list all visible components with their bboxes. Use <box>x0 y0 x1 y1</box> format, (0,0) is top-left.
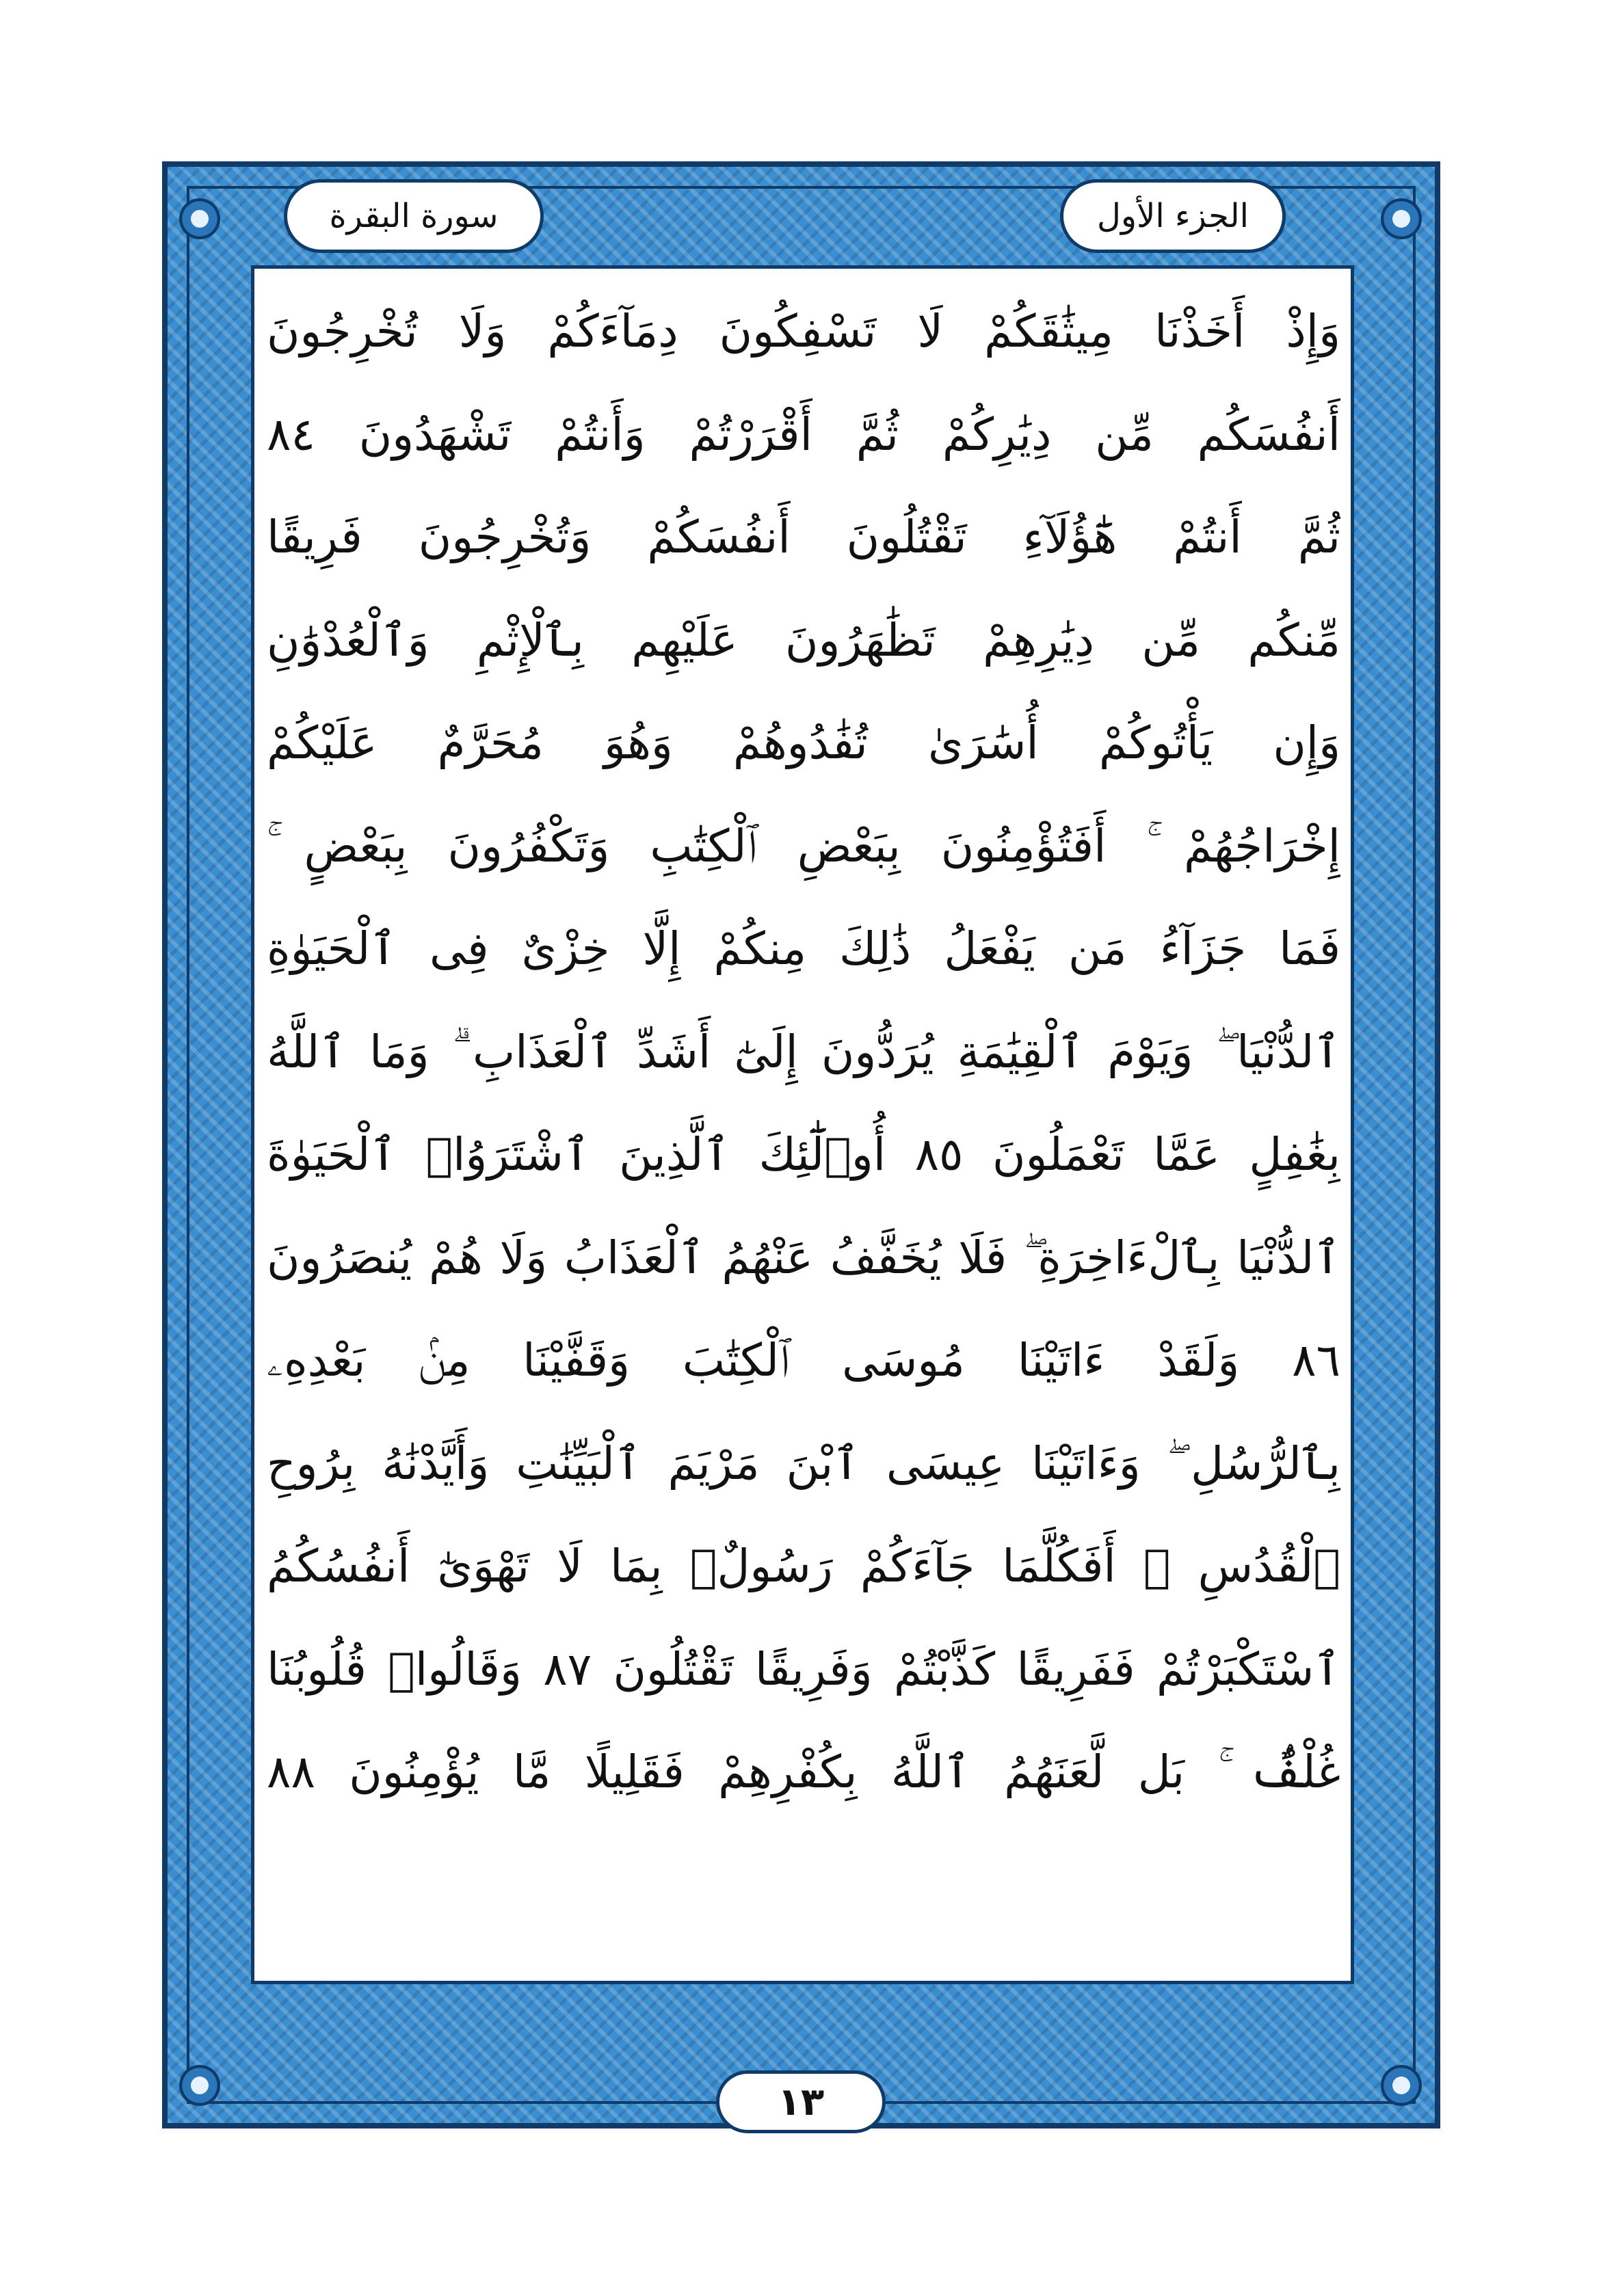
verse-line: ثُمَّ أَنتُمْ هَٰٓؤُلَآءِ تَقْتُلُونَ أَنفُسَكُمْ وَتُخْرِجُونَ فَرِيقًا <box>267 511 1340 563</box>
verse-line: ٱلدُّنْيَا ۖ وَيَوْمَ ٱلْقِيَٰمَةِ يُرَدُّونَ إِلَىٰٓ أَشَدِّ ٱلْعَذَابِ ۗ وَمَا ٱللَّهُ <box>267 1025 1340 1078</box>
corner-ornament-bottom-right <box>1381 2065 1422 2106</box>
verse-line: إِخْرَاجُهُمْ ۚ أَفَتُؤْمِنُونَ بِبَعْضِ ٱلْكِتَٰبِ وَتَكْفُرُونَ بِبَعْضٍ ۚ <box>267 819 1340 872</box>
verse-line: ٱلدُّنْيَا بِٱلْءَاخِرَةِ ۖ فَلَا يُخَفَّفُ عَنْهُمُ ٱلْعَذَابُ وَلَا هُمْ يُنصَرُونَ <box>267 1231 1340 1284</box>
juz-title: الجزء الأول <box>1060 179 1286 253</box>
verse-line: غُلْفٌۢ ۚ بَل لَّعَنَهُمُ ٱللَّهُ بِكُفْرِهِمْ فَقَلِيلًا مَّا يُؤْمِنُونَ ٨٨ <box>267 1746 1340 1798</box>
corner-ornament-bottom-left <box>179 2065 220 2106</box>
verse-line: مِّنكُم مِّن دِيَٰرِهِمْ تَظَٰهَرُونَ عَلَيْهِم بِٱلْإِثْمِ وَٱلْعُدْوَٰنِ <box>267 613 1340 667</box>
verse-text-block <box>267 280 1340 1973</box>
verse-line: ٨٦ وَلَقَدْ ءَاتَيْنَا مُوسَى ٱلْكِتَٰبَ وَقَفَّيْنَا مِنۢ بَعْدِهِۦ <box>267 1334 1340 1387</box>
verse-line: وَإِن يَأْتُوكُمْ أُسَٰرَىٰ تُفَٰدُوهُمْ وَهُوَ مُحَرَّمٌ عَلَيْكُمْ <box>267 717 1340 769</box>
corner-ornament-top-right <box>1381 198 1422 239</box>
surah-title: سورة البقرة <box>284 179 544 253</box>
verse-line: ٱلْقُدُسِ ۗ أَفَكُلَّمَا جَآءَكُمْ رَسُولٌۢ بِمَا لَا تَهْوَىٰٓ أَنفُسُكُمُ <box>267 1540 1340 1592</box>
verse-line: بِغَٰفِلٍ عَمَّا تَعْمَلُونَ ٨٥ أُو۟لَٰٓئِكَ ٱلَّذِينَ ٱشْتَرَوُا۟ ٱلْحَيَوٰةَ <box>267 1128 1340 1181</box>
verse-line: بِٱلرُّسُلِ ۖ وَءَاتَيْنَا عِيسَى ٱبْنَ مَرْيَمَ ٱلْبَيِّنَٰتِ وَأَيَّدْنَٰهُ بِرُوحِ <box>267 1437 1340 1490</box>
verse-line: ٱسْتَكْبَرْتُمْ فَفَرِيقًا كَذَّبْتُمْ وَفَرِيقًا تَقْتُلُونَ ٨٧ وَقَالُوا۟ قُلُوبُنَا <box>267 1642 1340 1696</box>
corner-ornament-top-left <box>179 198 220 239</box>
verse-line: وَإِذْ أَخَذْنَا مِيثَٰقَكُمْ لَا تَسْفِكُونَ دِمَآءَكُمْ وَلَا تُخْرِجُونَ <box>267 305 1340 358</box>
verse-line: أَنفُسَكُم مِّن دِيَٰرِكُمْ ثُمَّ أَقْرَرْتُمْ وَأَنتُمْ تَشْهَدُونَ ٨٤ <box>267 408 1340 461</box>
page-number: ١٣ <box>716 2070 886 2133</box>
verse-line: فَمَا جَزَآءُ مَن يَفْعَلُ ذَٰلِكَ مِنكُمْ إِلَّا خِزْىٌ فِى ٱلْحَيَوٰةِ <box>267 922 1340 975</box>
